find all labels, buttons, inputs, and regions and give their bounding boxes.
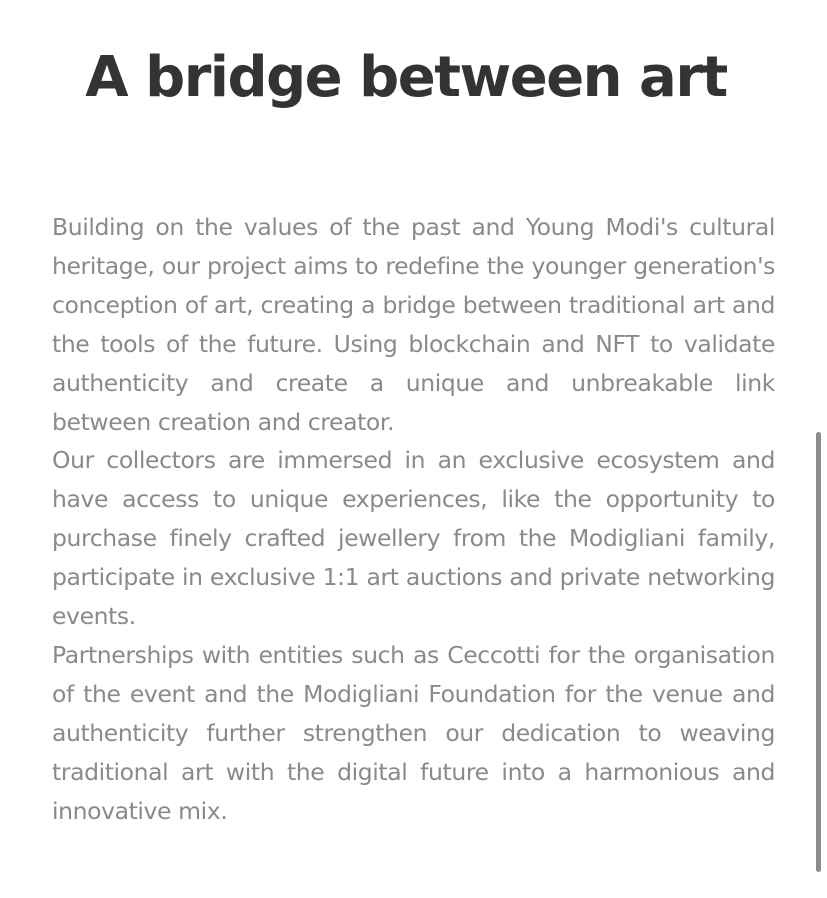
page-title: A bridge between art [85,45,727,110]
paragraph-partnerships: Partnerships with entities such as Ceccotti for the organisation of the event and the Modigliani Foundation for the venue and authenticity further strengthen our dedication to weaving traditional art with the digital future into a harmonious and innovative mix. [52,640,775,825]
vertical-scrollbar[interactable] [816,432,821,872]
article-body [52,208,775,831]
paragraph-collectors: Our collectors are immersed in an exclusive ecosystem and have access to unique experiences, like the opportunity to purchase finely crafted jewellery from the Modigliani family, participate in exclusive 1:1 art auctions and private networking events. [52,446,775,631]
paragraph-intro: Building on the values of the past and Young Modi's cultural heritage, our project aims to redefine the younger generation's conception of art, creating a bridge between traditional art and the tools of the future. Using blockchain and NFT to validate authenticity and create a unique and unbreakable link between creation and creator. [52,213,775,436]
